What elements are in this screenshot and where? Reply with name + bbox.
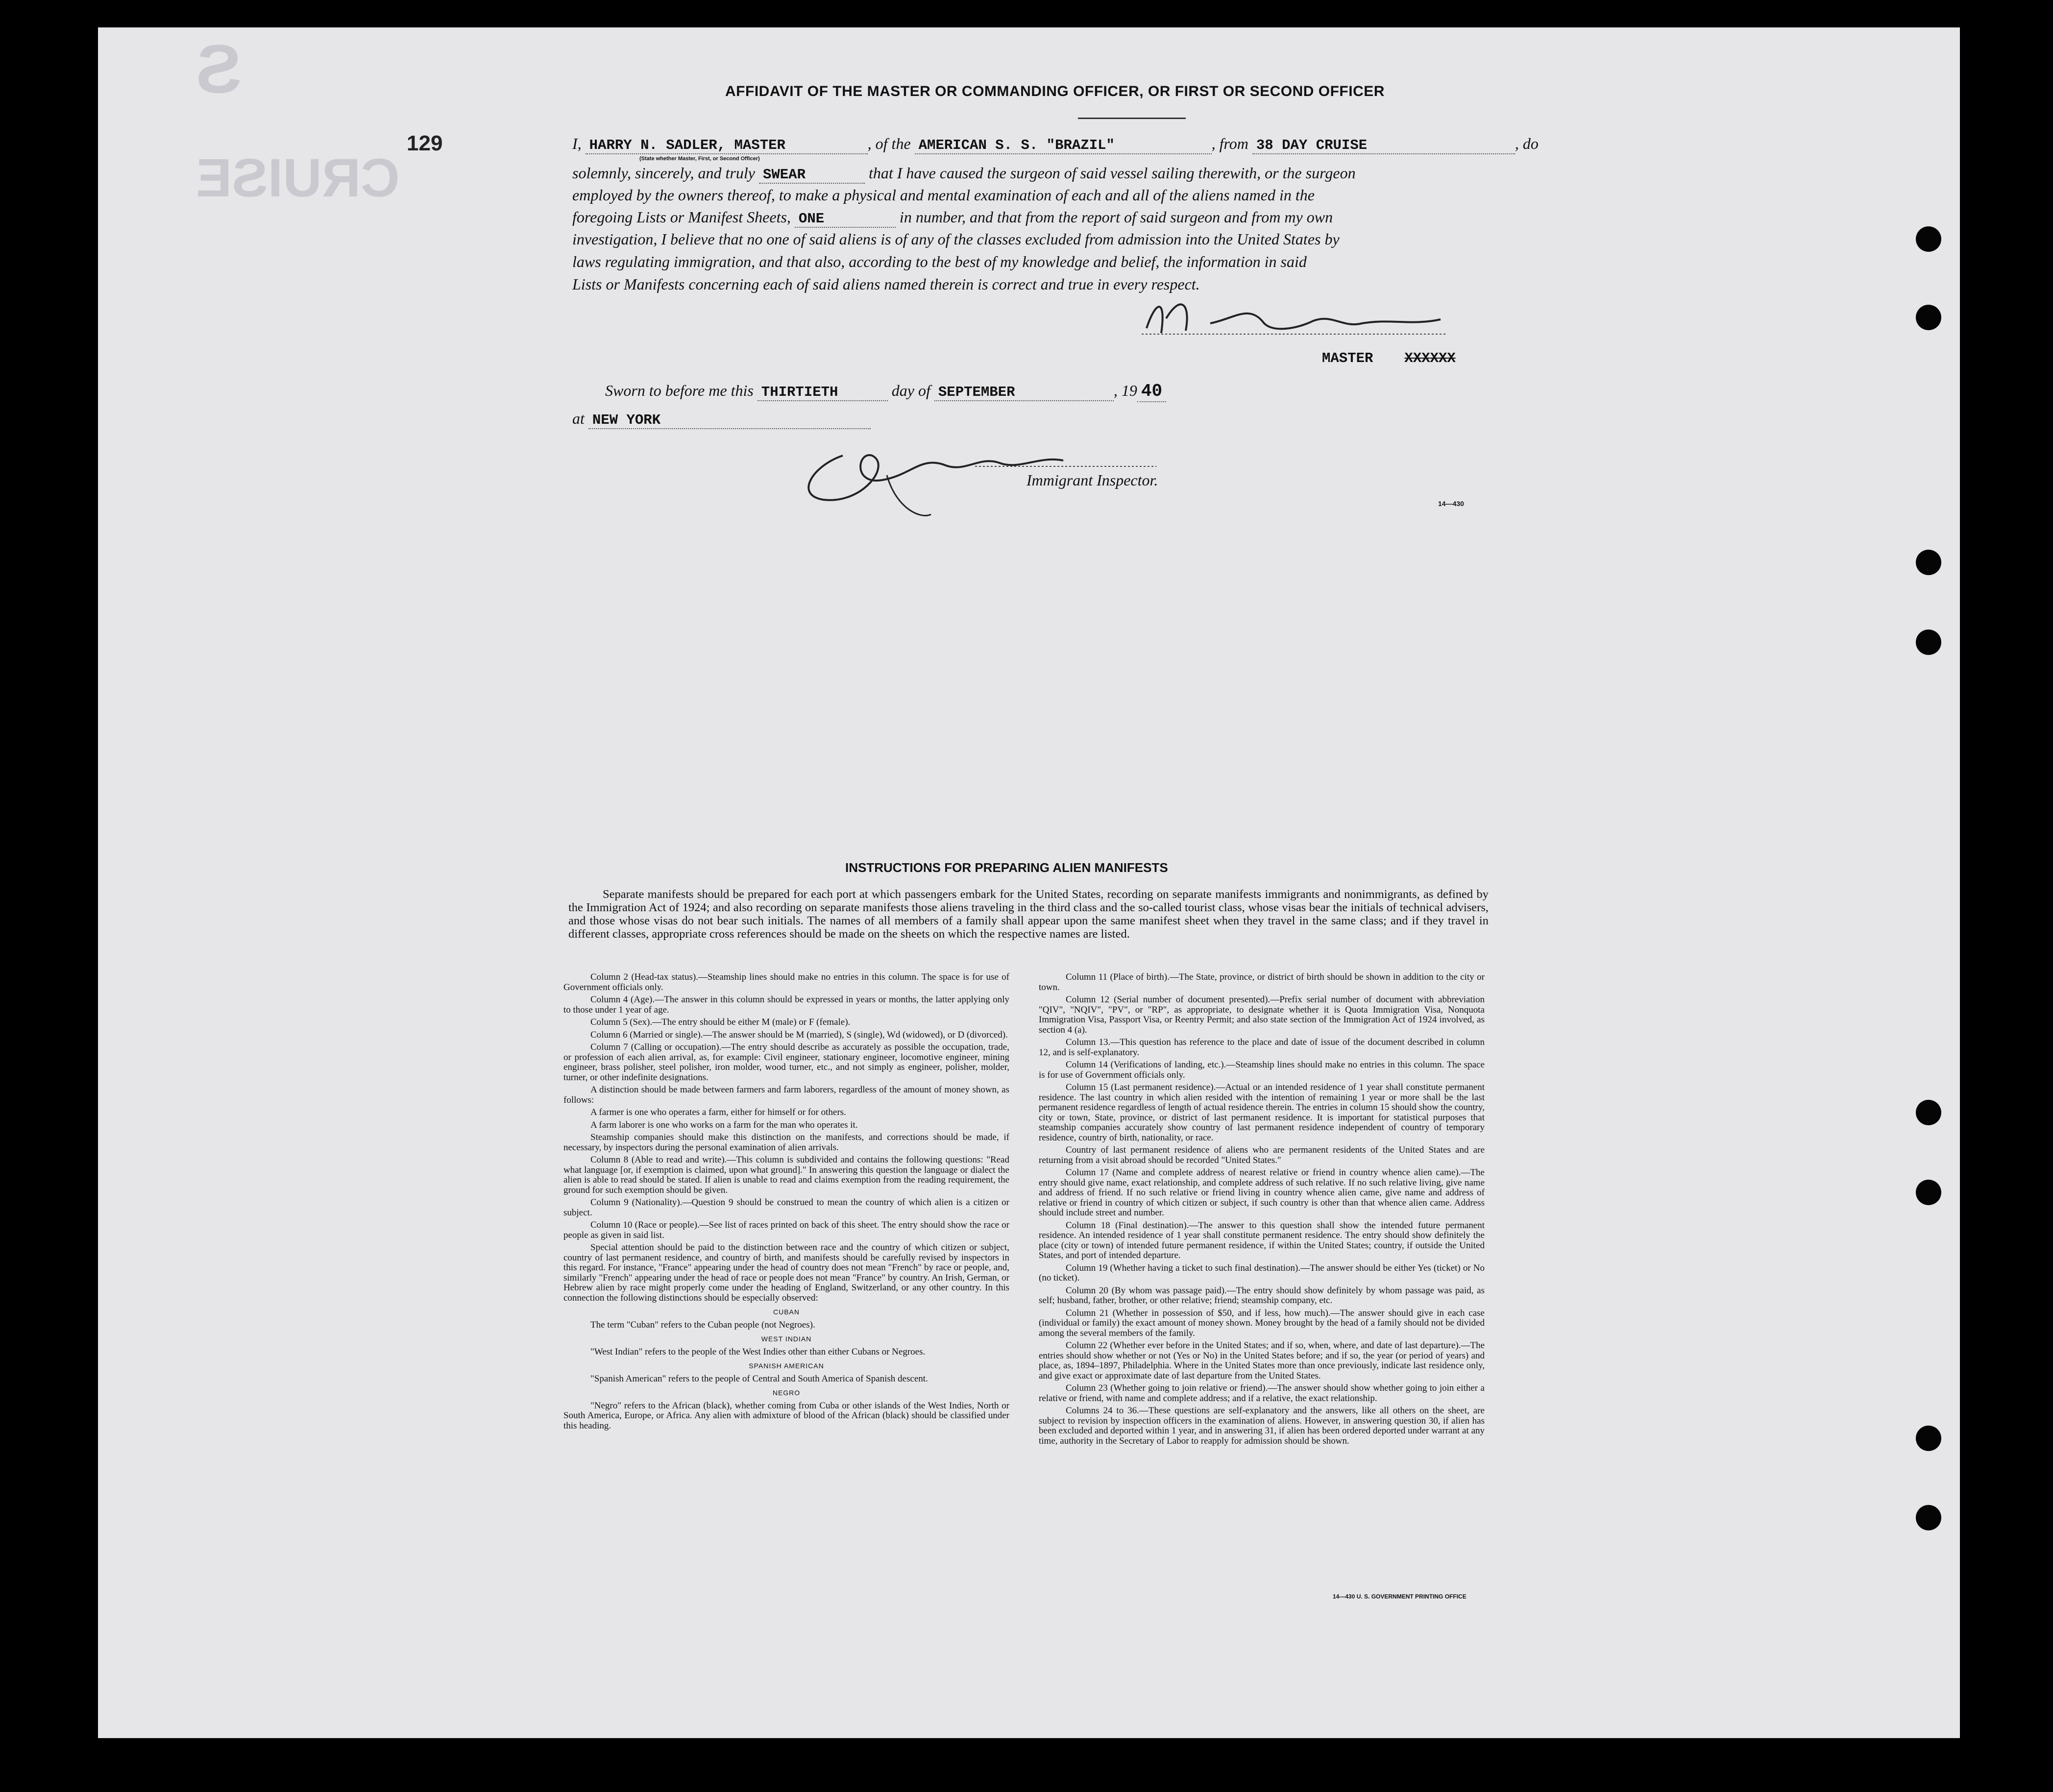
place-field: NEW YORK <box>588 412 871 429</box>
instruction-item: Column 21 (Whether in possession of $50, and if less, how much).—The answer should give in each case (individual or family) the exact amount of money shown. Money brought by the head of a family should not be divided among the several members of the family. <box>1039 1308 1485 1338</box>
binder-hole <box>1916 1426 1941 1451</box>
instruction-item: Column 11 (Place of birth).—The State, province, or district of birth should be shown in addition to the city or town. <box>1039 972 1485 993</box>
vessel-name-field: AMERICAN S. S. "BRAZIL" <box>915 137 1212 154</box>
cuban-heading: CUBAN <box>773 1308 800 1316</box>
west-indian-heading: WEST INDIAN <box>761 1335 812 1343</box>
page-number-stamp: 129 <box>407 131 443 155</box>
printing-office-footnote: 14—430 U. S. GOVERNMENT PRINTING OFFICE <box>1333 1593 1466 1600</box>
instructions-title: INSTRUCTIONS FOR PREPARING ALIEN MANIFESTS <box>845 860 1168 875</box>
signer-strikeout: XXXXXX <box>1404 350 1456 366</box>
instruction-item: Column 19 (Whether having a ticket to such final destination).—The answer should be either Yes (ticket) or No (no ticket). <box>1039 1262 1485 1283</box>
master-signature <box>1137 289 1450 343</box>
oath-field: SWEAR <box>759 167 865 184</box>
binder-hole <box>1916 550 1941 575</box>
inspector-label: Immigrant Inspector. <box>1026 471 1158 489</box>
binder-hole <box>1916 1100 1941 1125</box>
form-number: 14—430 <box>1438 500 1464 508</box>
instructions-left-column <box>563 972 1009 1432</box>
sworn-day-field: THIRTIETH <box>758 384 888 401</box>
instruction-item: Column 17 (Name and complete address of nearest relative or friend in country whence alien came).—The entry should give name, exact relationship, and complete address of such relative. If no such relative living, give name and address of friend. If no such relative or friend living in country whence alien came, give name and address of relative or friend in country of which citizen or subject, if such country is other than that whence alien came. Address should include street and number. <box>1039 1167 1485 1218</box>
instruction-item: Column 4 (Age).—The answer in this column should be expressed in years or months, the latter applying only to those under 1 year of age. <box>563 994 1009 1015</box>
instructions-right-column <box>1039 972 1485 1449</box>
sworn-year-field: 40 <box>1137 381 1166 402</box>
affidavit-line-5: investigation, I believe that no one of said aliens is of any of the classes excluded from admission into the United States by <box>572 230 1340 248</box>
instruction-item: Special attention should be paid to the distinction between race and the country of which citizen or subject, country of last permanent residence, and country of birth, and manifests should be carefully revised by inspectors in this regard. For instance, "France" appearing under the head of country does not mean "French" by race or people, and, similarly "French" appearing under the head of race or people does not mean "France" by country. An Irish, German, or Hebrew alien by race might properly come under the heading of England, Switzerland, or any other country. In this connection the following distinctions should be especially observed: <box>563 1242 1009 1303</box>
instruction-item: Columns 24 to 36.—These questions are self-explanatory and the answers, like all others on the sheet, are subject to revision by inspection officers in the examination of aliens. However, in answering question 30, if alien has been excluded and deported within 1 year, and in answering 31, if alien has been ordered deported under warrant at any time, authority in the Secretary of Labor to reapply for admission should be shown. <box>1039 1405 1485 1446</box>
instruction-item: A farm laborer is one who works on a farm for the man who operates it. <box>590 1119 858 1130</box>
signer-title-row <box>1318 348 1460 366</box>
spanish-american-heading: SPANISH AMERICAN <box>749 1362 824 1370</box>
instruction-item: Column 6 (Married or single).—The answer should be M (married), S (single), Wd (widowed), or D (divorced). <box>590 1029 1008 1040</box>
instruction-item: Column 9 (Nationality).—Question 9 should be construed to mean the country of which alien is a citizen or subject. <box>563 1197 1009 1218</box>
instruction-item: Column 8 (Able to read and write).—This column is subdivided and contains the following questions: "Read what language [or, if exemption is claimed, upon what ground]." In answering this question the language or dialect the alien is able to read should be stated. If alien is unable to read and claims exemption from the reading requirement, the ground for such exemption should be given. <box>563 1155 1009 1195</box>
affidavit-line-1: I, HARRY N. SADLER, MASTER , of the AMERICAN S. S. "BRAZIL" , from 38 DAY CRUISE , do <box>572 135 1539 153</box>
instruction-item: Country of last permanent residence of aliens who are permanent residents of the United States and are returning from a visit abroad should be recorded "United States." <box>1039 1145 1485 1165</box>
instruction-item: Column 7 (Calling or occupation).—The entry should describe as accurately as possible the occupation, trade, or profession of each alien arrival, as, for example: Civil engineer, stationary engineer, locomotive engineer, mining engineer, brass polisher, steel polisher, iron molder, wood turner, etc., and not simply as engineer, polisher, molder, turner, or other indefinite designations. <box>563 1042 1009 1083</box>
instruction-item: Column 14 (Verifications of landing, etc.).—Steamship lines should make no entries in this column. The space is for use of Government officials only. <box>1039 1060 1485 1080</box>
bleed-through-letter: S <box>196 30 242 107</box>
instruction-item: Column 13.—This question has reference to the place and date of issue of the document described in column 12, and is self-explanatory. <box>1039 1037 1485 1058</box>
affidavit-line-2: solemnly, sincerely, and truly SWEAR that I have caused the surgeon of said vessel sailing therewith, or the surgeon <box>572 164 1356 183</box>
instruction-item: Column 2 (Head-tax status).—Steamship lines should make no entries in this column. The space is for use of Government officials only. <box>563 972 1009 993</box>
instructions-intro: Separate manifests should be prepared for each port at which passengers embark for the United States, recording on separate manifests immigrants and nonimmigrants, as defined by the Immigration Act of 1924; and also recording on separate manifests those aliens traveling in the third class and the so-called tourist class, whose visas bear the initials of technical advisers, and those whose visas do not bear such initials. The names of all members of a family shall appear upon the same manifest sheet when they travel in the same class; and if they travel in different classes, appropriate cross references should be made on the sheets on which the respective names are listed. <box>568 888 1489 941</box>
negro-text: "Negro" refers to the African (black), whether coming from Cuba or other islands of the West Indies, North or South America, Europe, or Africa. Any alien with admixture of blood of the African (black) should be classified under this heading. <box>563 1400 1009 1431</box>
sheet-count-field: ONE <box>795 211 896 228</box>
binder-hole <box>1916 630 1941 655</box>
title-rule <box>1078 118 1186 119</box>
affidavit-line-7: Lists or Manifests concerning each of said aliens named therein is correct and true in every respect. <box>572 275 1200 293</box>
affidavit-line-4: foregoing Lists or Manifest Sheets, ONE in number, and that from the report of said surgeon and from my own <box>572 208 1333 227</box>
west-indian-text: "West Indian" refers to the people of the West Indies other than either Cubans or Negroes. <box>590 1346 926 1357</box>
instruction-item: Column 20 (By whom was passage paid).—The entry should show definitely by whom passage was paid, as self; husband, father, brother, or other relative; friend; steamship company, etc. <box>1039 1285 1485 1306</box>
instruction-item: Column 15 (Last permanent residence).—Actual or an intended residence of 1 year shall constitute permanent residence. The last country in which alien resided with the intention of remaining 1 year or more shall be the last permanent residence regardless of length of actual residence therein. The entries in column 15 should show the country, city or town, State, province, or district of last permanent residence. It is important for statistical purposes that steamship companies accurately show country of last permanent residence independent of country of temporary residence, country of birth, nationality, or race. <box>1039 1082 1485 1143</box>
signer-title: MASTER <box>1322 350 1373 366</box>
binder-hole <box>1916 1180 1941 1205</box>
spanish-american-text: "Spanish American" refers to the people of Central and South America of Spanish descent. <box>590 1373 928 1384</box>
officer-name-field: HARRY N. SADLER, MASTER <box>586 137 868 154</box>
binder-hole <box>1916 305 1941 330</box>
officer-hint: (State whether Master, First, or Second Officer) <box>639 156 760 162</box>
place-row: at NEW YORK <box>572 410 871 429</box>
binder-hole <box>1916 1505 1941 1530</box>
cuban-text: The term "Cuban" refers to the Cuban people (not Negroes). <box>590 1319 815 1330</box>
affidavit-line-6: laws regulating immigration, and that also, according to the best of my knowledge and belief, the information in said <box>572 253 1307 270</box>
instruction-item: A farmer is one who operates a farm, either for himself or for others. <box>590 1107 846 1117</box>
binder-hole <box>1916 226 1941 252</box>
instruction-item: Column 10 (Race or people).—See list of races printed on back of this sheet. The entry should show the race or people as given in said list. <box>563 1220 1009 1240</box>
affidavit-title: AFFIDAVIT OF THE MASTER OR COMMANDING OFFICER, OR FIRST OR SECOND OFFICER <box>725 83 1385 99</box>
sworn-month-field: SEPTEMBER <box>934 384 1114 401</box>
negro-heading: NEGRO <box>772 1389 801 1397</box>
instruction-item: A distinction should be made between farmers and farm laborers, regardless of the amount of money shown, as follows: <box>563 1085 1009 1105</box>
instruction-item: Steamship companies should make this distinction on the manifests, and corrections should be made, if necessary, by inspectors during the personal examination of alien arrivals. <box>563 1132 1009 1153</box>
instruction-item: Column 18 (Final destination).—The answer to this question shall show the intended future permanent residence. An intended residence of 1 year shall constitute permanent residence. The entry should show definitely the place (city or town) of intended future permanent residence, if within the United States; country, if outside the United States, and port of intended departure. <box>1039 1220 1485 1260</box>
bleed-through-cruise: CRUISE <box>196 148 400 208</box>
sworn-row: Sworn to before me this THIRTIETH day of SEPTEMBER , 19 40 <box>605 381 1166 402</box>
affidavit-line-3: employed by the owners thereof, to make a physical and mental examination of each and all of the aliens named in the <box>572 186 1315 204</box>
instruction-item: Column 22 (Whether ever before in the United States; and if so, when, where, and date of last departure).—The entries should show whether or not (Yes or No) in the United States before; and if so, the year (or period of years) and place, as, 1894–1897, Philadelphia. Where in the United States more than once previously, indicate last residence only, and give exact or approximate date of last departure from the United States. <box>1039 1340 1485 1381</box>
instruction-item: Column 23 (Whether going to join relative or friend).—The answer should show whether going to join either a relative or friend, with name and complete address; and if a relative, the exact relationship. <box>1039 1383 1485 1404</box>
instruction-item: Column 5 (Sex).—The entry should be either M (male) or F (female). <box>590 1017 851 1027</box>
instruction-item: Column 12 (Serial number of document presented).—Prefix serial number of document with abbreviation "QIV", "NQIV", "PV", or "RP", as appropriate, to designate whether it is Quota Immigration Visa, Nonquota Immigration Visa, Passport Visa, or Reentry Permit; and also state section of the Immigration Act of 1924 involved, as section 4 (a). <box>1039 994 1485 1035</box>
from-port-field: 38 DAY CRUISE <box>1252 137 1515 154</box>
